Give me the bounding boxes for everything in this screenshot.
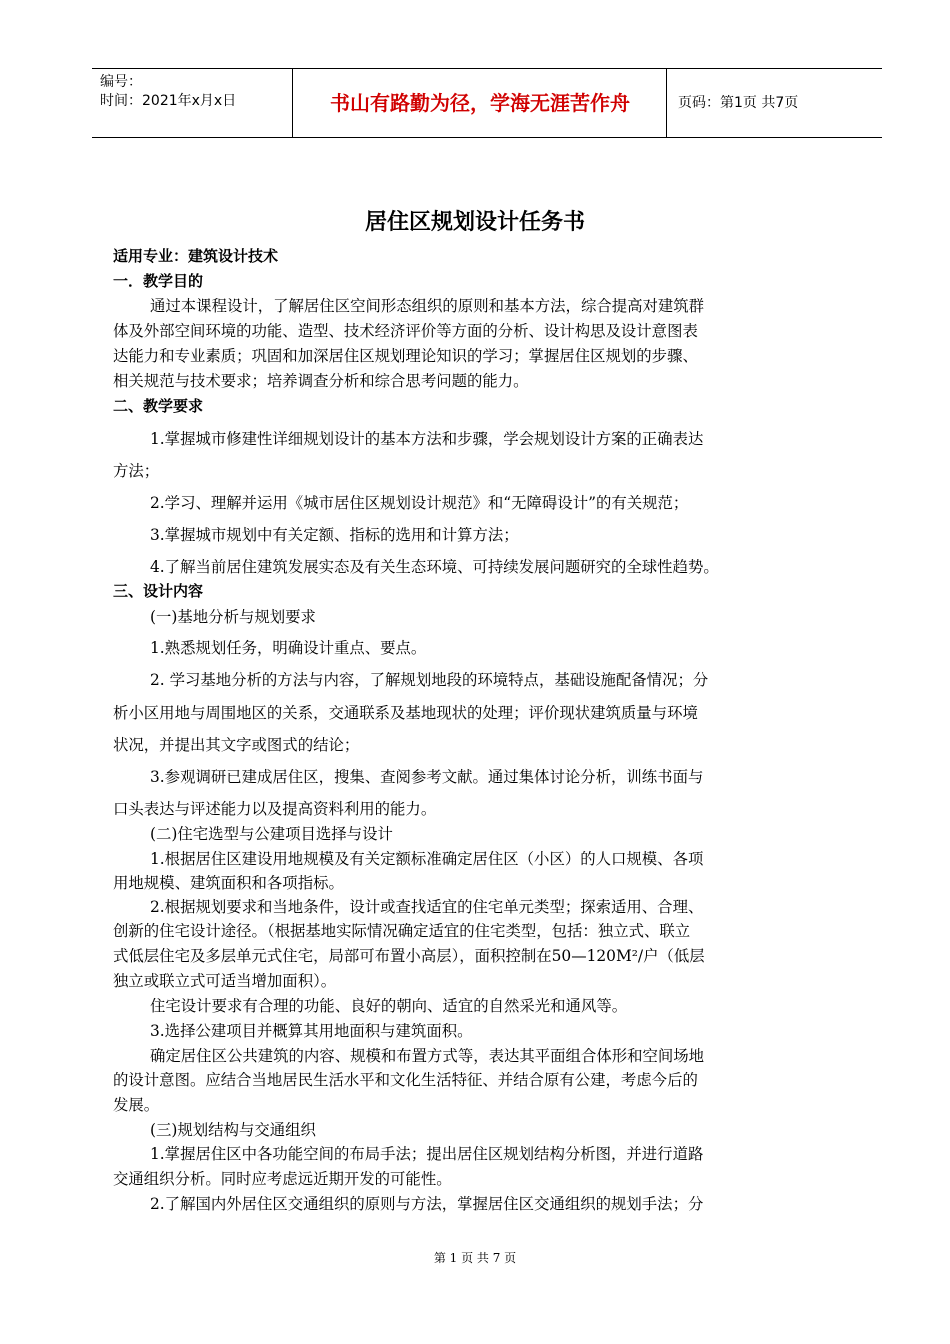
paragraph-line: 相关规范与技术要求；培养调查分析和综合思考问题的能力。 — [113, 372, 529, 390]
paragraph-line: 2.了解国内外居住区交通组织的原则与方法，掌握居住区交通组织的规划手法；分 — [150, 1195, 704, 1213]
paragraph-line: 用地规模、建筑面积和各项指标。 — [113, 874, 344, 892]
subsection-heading: (三)规划结构与交通组织 — [150, 1121, 316, 1139]
paragraph-line: 方法； — [113, 462, 160, 480]
header-divider — [666, 69, 667, 137]
section-heading: 一．教学目的 — [113, 272, 204, 290]
paragraph-line: 创新的住宅设计途径。（根据基地实际情况确定适宜的住宅类型，包括：独立式、联立 — [113, 922, 691, 940]
paragraph-line: 住宅设计要求有合理的功能、良好的朝向、适宜的自然采光和通风等。 — [150, 997, 628, 1015]
paragraph-line: 1.掌握居住区中各功能空间的布局手法；提出居住区规划结构分析图，并进行道路 — [150, 1145, 704, 1163]
subsection-heading: (二)住宅选型与公建项目选择与设计 — [150, 825, 393, 843]
paragraph-line: 交通组织分析。同时应考虑远近期开发的可能性。 — [113, 1170, 452, 1188]
subsection-heading: (一)基地分析与规划要求 — [150, 608, 316, 626]
paragraph-line: 达能力和专业素质；巩固和加深居住区规划理论知识的学习；掌握居住区规划的步骤、 — [113, 347, 698, 365]
section-heading: 三、设计内容 — [113, 582, 204, 600]
paragraph-line: 1.熟悉规划任务，明确设计重点、要点。 — [150, 639, 427, 657]
paragraph-line: 1.根据居住区建设用地规模及有关定额标准确定居住区（小区）的人口规模、各项 — [150, 850, 704, 868]
paragraph-line: 析小区用地与周围地区的关系，交通联系及基地现状的处理；评价现状建筑质量与环境 — [113, 704, 698, 722]
date-label: 时间：2021年x月x日 — [100, 93, 237, 109]
motto: 书山有路勤为径，学海无涯苦作舟 — [330, 91, 630, 115]
paragraph-line: 确定居住区公共建筑的内容、规模和布置方式等，表达其平面组合体形和空间场地 — [150, 1047, 705, 1065]
paragraph-line: 3.参观调研已建成居住区，搜集、查阅参考文献。通过集体讨论分析，训练书面与 — [150, 768, 704, 786]
paragraph-line: 口头表达与评述能力以及提高资料利用的能力。 — [113, 800, 437, 818]
paragraph-line: 的设计意图。应结合当地居民生活水平和文化生活特征、并结合原有公建，考虑今后的 — [113, 1071, 698, 1089]
paragraph-line: 3.掌握城市规划中有关定额、指标的选用和计算方法； — [150, 526, 519, 544]
paragraph-line: 4.了解当前居住建筑发展实态及有关生态环境、可持续发展问题研究的全球性趋势。 — [150, 558, 719, 576]
paragraph-line: 通过本课程设计，了解居住区空间形态组织的原则和基本方法，综合提高对建筑群 — [150, 297, 705, 315]
number-label: 编号： — [100, 74, 142, 90]
paragraph-line: 2. 学习基地分析的方法与内容，了解规划地段的环境特点，基础设施配备情况；分 — [150, 671, 709, 689]
page-footer: 第 1 页 共 7 页 — [433, 1251, 517, 1265]
major-label: 适用专业：建筑设计技术 — [113, 247, 279, 265]
paragraph-line: 发展。 — [113, 1096, 160, 1114]
paragraph-line: 1.掌握城市修建性详细规划设计的基本方法和步骤，学会规划设计方案的正确表达 — [150, 430, 704, 448]
paragraph-line: 体及外部空间环境的功能、造型、技术经济评价等方面的分析、设计构思及设计意图表 — [113, 322, 698, 340]
document-title: 居住区规划设计任务书 — [364, 210, 585, 235]
paragraph-line: 式低层住宅及多层单元式住宅，局部可布置小高层），面积控制在50—120M²/户（低层 — [113, 947, 705, 965]
header-table — [92, 68, 882, 138]
paragraph-line: 2.学习、理解并运用《城市居住区规划设计规范》和“无障碍设计”的有关规范； — [150, 494, 689, 512]
header-divider — [292, 69, 293, 137]
paragraph-line: 状况，并提出其文字或图式的结论； — [113, 736, 360, 754]
section-heading: 二、教学要求 — [113, 397, 204, 415]
paragraph-line: 独立或联立式可适当增加面积）。 — [113, 972, 337, 990]
paragraph-line: 3.选择公建项目并概算其用地面积与建筑面积。 — [150, 1022, 473, 1040]
paragraph-line: 2.根据规划要求和当地条件，设计或查找适宜的住宅单元类型；探索适用、合理、 — [150, 898, 704, 916]
page-indicator: 页码：第1页 共7页 — [678, 95, 799, 111]
header-meta — [100, 73, 290, 111]
